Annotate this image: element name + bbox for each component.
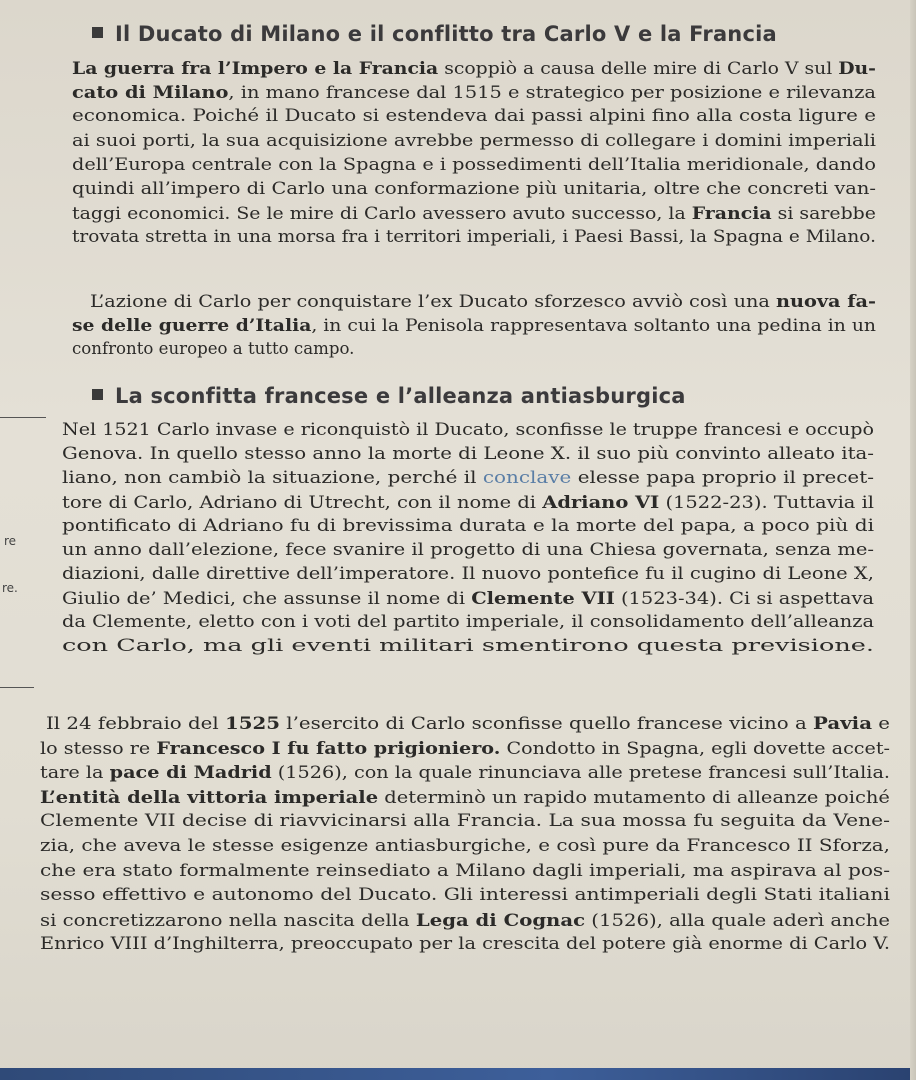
margin-rule xyxy=(0,417,46,418)
text-line xyxy=(62,610,874,634)
text-run: (1523-34). Ci si aspettava xyxy=(614,589,874,608)
text-run: da Clemente, eletto con i voti del partito imperiale, il consolidamento dell’alleanza xyxy=(62,612,875,631)
glossary-term: conclave xyxy=(482,468,572,487)
text-run: liano, non cambiò la situazione, perché il xyxy=(62,468,483,487)
bold-term: cato di Milano xyxy=(72,82,229,103)
text-run: Clemente VII decise di riavvicinarsi alla Francia. La sua mossa fu seguita da Vene- xyxy=(40,811,891,831)
text-run: , in cui la Penisola rappresentava soltanto una pedina in un xyxy=(311,316,876,336)
text-run: Il 24 febbraio del xyxy=(46,714,225,733)
page-edge xyxy=(910,0,916,1080)
bold-term: 1525 xyxy=(224,713,281,733)
text-line xyxy=(46,711,890,736)
text-run: L’azione di Carlo per conquistare l’ex Ducato sforzesco avviò così una xyxy=(90,292,776,311)
text-run: Genova. In quello stesso anno la morte di Leone X. il suo più convinto alleato ita- xyxy=(62,444,874,463)
text-line xyxy=(62,442,874,466)
text-line xyxy=(40,809,890,833)
text-line xyxy=(62,466,874,490)
text-run: Condotto in Spagna, egli dovette accet- xyxy=(500,738,890,758)
text-run: ai suoi porti, la sua acquisizione avrebbe permesso di collegare i domini imperiali xyxy=(72,130,876,150)
text-run: con Carlo, ma gli eventi militari smentirono questa previsione. xyxy=(62,636,875,655)
margin-rule xyxy=(0,687,34,688)
text-run: e xyxy=(872,714,891,733)
text-line xyxy=(72,104,876,128)
text-line xyxy=(72,201,876,226)
text-line xyxy=(72,129,876,153)
text-run: , in mano francese dal 1515 e strategico per posizione e rilevanza xyxy=(228,83,876,103)
text-run: pontificato di Adriano fu di brevissima durata e la morte del papa, a poco più di xyxy=(62,516,875,535)
text-run: diazioni, dalle direttive dell’imperatore. Il nuovo pontefice fu il cugino di Leone X, xyxy=(62,564,874,583)
text-line xyxy=(40,883,890,907)
square-bullet-icon xyxy=(92,27,103,38)
text-line xyxy=(62,514,874,538)
bold-term: pace di Madrid xyxy=(109,762,272,783)
text-line xyxy=(72,313,876,338)
text-line xyxy=(62,586,874,611)
text-run: Giulio de’ Medici, che assunse il nome di xyxy=(62,589,472,608)
text-line xyxy=(62,418,874,442)
text-line xyxy=(40,736,890,761)
text-line xyxy=(40,932,890,956)
text-run: elesse papa proprio il precet- xyxy=(571,468,874,487)
bold-term: Lega di Cognac xyxy=(415,909,586,930)
bold-term: La guerra fra l’Impero e la Francia xyxy=(72,58,439,78)
text-run: zia, che aveva le stesse esigenze antiasburgiche, e così pure da Francesco II Sforza, xyxy=(40,836,890,855)
bold-term: Adriano VI xyxy=(542,492,660,512)
text-line xyxy=(62,538,874,562)
bold-term: Francia xyxy=(691,203,772,224)
text-line xyxy=(72,56,876,81)
square-bullet-icon xyxy=(92,389,103,400)
text-line xyxy=(40,834,890,858)
text-run: sesso effettivo e autonomo del Ducato. Gli interessi antimperiali degli Stati italiani xyxy=(40,885,890,905)
bold-term: Du- xyxy=(838,58,876,78)
section-heading-ducato: Il Ducato di Milano e il conflitto tra Carlo V e la Francia xyxy=(92,22,777,46)
text-run: Enrico VIII d’Inghilterra, preoccupato per la crescita del potere già enorme di Carlo V. xyxy=(40,934,891,954)
text-line xyxy=(62,562,874,586)
section-heading-sconfitta: La sconfitta francese e l’alleanza antiasburgica xyxy=(92,384,686,408)
text-run: taggi economici. Se le mire di Carlo avessero avuto successo, la xyxy=(72,204,692,224)
bold-term: se delle guerre d’Italia xyxy=(72,315,312,336)
text-line xyxy=(72,225,876,249)
text-run: Nel 1521 Carlo invase e riconquistò il Ducato, sconfisse le truppe francesi e occupò xyxy=(62,420,874,439)
bold-term: Clemente VII xyxy=(471,588,615,608)
text-line xyxy=(72,80,876,105)
text-line xyxy=(72,337,354,361)
text-run: l’esercito di Carlo sconfisse quello francese vicino a xyxy=(280,714,814,733)
text-line xyxy=(40,859,890,883)
text-run: (1526), alla quale aderì anche xyxy=(585,910,891,930)
text-line xyxy=(40,785,890,810)
text-line xyxy=(40,760,890,785)
page-bottom-band xyxy=(0,1068,916,1080)
text-line xyxy=(40,908,890,933)
text-run: si concretizzarono nella nascita della xyxy=(40,910,416,930)
text-run: tare la xyxy=(40,763,110,783)
bold-term: Francesco I fu fatto prigioniero. xyxy=(156,737,501,758)
text-run: quindi all’impero di Carlo una conformazione più unitaria, oltre che concreti van- xyxy=(72,179,877,198)
text-line xyxy=(62,634,874,658)
bold-term: L’entità della vittoria imperiale xyxy=(40,786,379,807)
text-line xyxy=(62,490,874,515)
text-run: si sarebbe xyxy=(771,204,876,224)
text-run: confronto europeo a tutto campo. xyxy=(72,339,355,359)
text-run: determinò un rapido mutamento di alleanze poiché xyxy=(378,787,890,807)
text-line xyxy=(72,177,876,201)
margin-fragment: re xyxy=(4,534,17,548)
margin-fragment: re. xyxy=(2,581,18,595)
bold-term: nuova fa- xyxy=(775,291,876,311)
text-run: trovata stretta in una morsa fra i territori imperiali, i Paesi Bassi, la Spagna e Milano. xyxy=(72,227,876,247)
text-run: economica. Poiché il Ducato si estendeva dai passi alpini fino alla costa ligure e xyxy=(72,106,877,126)
text-run: lo stesso re xyxy=(40,738,157,758)
text-run: un anno dall’elezione, fece svanire il progetto di una Chiesa governata, senza me- xyxy=(62,540,875,559)
text-run: (1526), con la quale rinunciava alle pretese francesi sull’Italia. xyxy=(271,763,891,783)
bold-term: Pavia xyxy=(813,713,873,733)
text-run: tore di Carlo, Adriano di Utrecht, con il nome di xyxy=(62,493,543,512)
text-run: scoppiò a causa delle mire di Carlo V sul xyxy=(438,59,839,78)
text-run: che era stato formalmente reinsediato a Milano dagli imperiali, ma aspirava al pos- xyxy=(40,860,891,880)
text-line xyxy=(72,153,876,177)
text-run: dell’Europa centrale con la Spagna e i possedimenti dell’Italia meridionale, dando xyxy=(72,154,876,174)
text-line xyxy=(90,289,876,314)
text-run: (1522-23). Tuttavia il xyxy=(659,493,875,512)
